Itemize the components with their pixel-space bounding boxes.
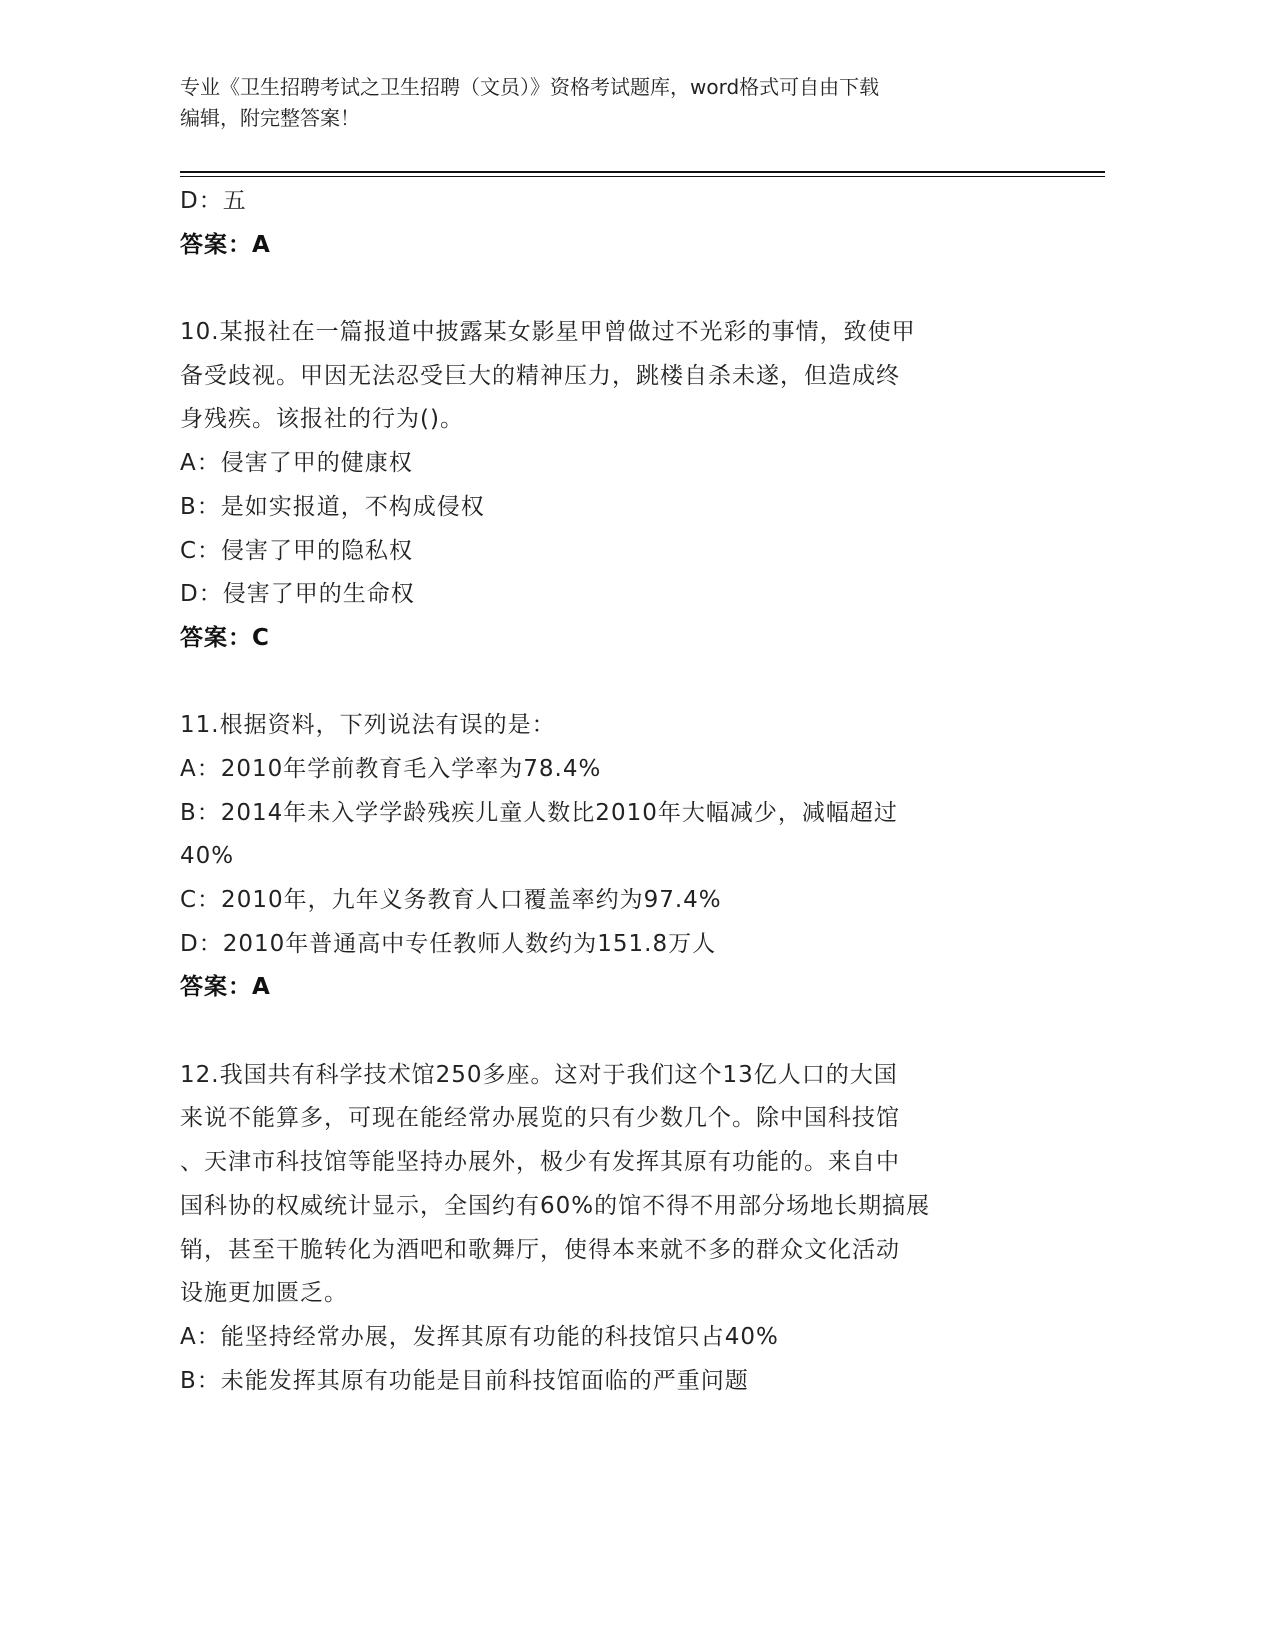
option: C：侵害了甲的隐私权: [180, 537, 414, 564]
question-text: 12.我国共有科学技术馆250多座。这对于我们这个13亿人口的大国: [180, 1061, 898, 1088]
option: B：2014年未入学学龄残疾儿童人数比2010年大幅减少，减幅超过: [180, 799, 898, 826]
option: D：侵害了甲的生命权: [180, 581, 415, 608]
question-text: 身残疾。该报社的行为()。: [180, 406, 464, 433]
spacer: [180, 1010, 1080, 1054]
header-divider: [180, 171, 1105, 173]
answer: 答案：C: [180, 624, 270, 651]
option: A：能坚持经常办展，发挥其原有功能的科技馆只占40%: [180, 1323, 779, 1350]
answer: 答案：A: [180, 974, 271, 1001]
question-text: 、天津市科技馆等能坚持办展外，极少有发挥其原有功能的。来自中: [180, 1149, 900, 1176]
question-text: 11.根据资料，下列说法有误的是：: [180, 712, 556, 739]
answer: 答案：A: [180, 231, 271, 258]
option: 40%: [180, 843, 235, 870]
question-text: 10.某报社在一篇报道中披露某女影星甲曾做过不光彩的事情，致使甲: [180, 319, 916, 346]
question-text: 销，甚至干脆转化为酒吧和歌舞厅，使得本来就不多的群众文化活动: [180, 1236, 900, 1263]
header-divider-thin: [180, 176, 1105, 177]
question-text: 设施更加匮乏。: [180, 1280, 348, 1307]
spacer: [180, 267, 1080, 311]
header-line: 编辑，附完整答案！: [180, 106, 360, 130]
header-line: 专业《卫生招聘考试之卫生招聘（文员）》资格考试题库，word格式可自由下载: [180, 75, 880, 99]
question-text: 国科协的权威统计显示，全国约有60%的馆不得不用部分场地长期搞展: [180, 1192, 931, 1219]
spacer: [180, 661, 1080, 705]
option: C：2010年，九年义务教育人口覆盖率约为97.4%: [180, 887, 722, 913]
question-text: 来说不能算多，可现在能经常办展览的只有少数几个。除中国科技馆: [180, 1105, 900, 1132]
option: A：侵害了甲的健康权: [180, 450, 413, 477]
option: D：五: [180, 188, 247, 214]
document-body: [180, 180, 1080, 1403]
option: A：2010年学前教育毛入学率为78.4%: [180, 755, 602, 782]
option: D：2010年普通高中专任教师人数约为151.8万人: [180, 930, 717, 957]
page-header: [180, 72, 1060, 134]
option: B：未能发挥其原有功能是目前科技馆面临的严重问题: [180, 1367, 749, 1394]
question-text: 备受歧视。甲因无法忍受巨大的精神压力，跳楼自杀未遂，但造成终: [180, 362, 900, 389]
option: B：是如实报道，不构成侵权: [180, 493, 485, 520]
